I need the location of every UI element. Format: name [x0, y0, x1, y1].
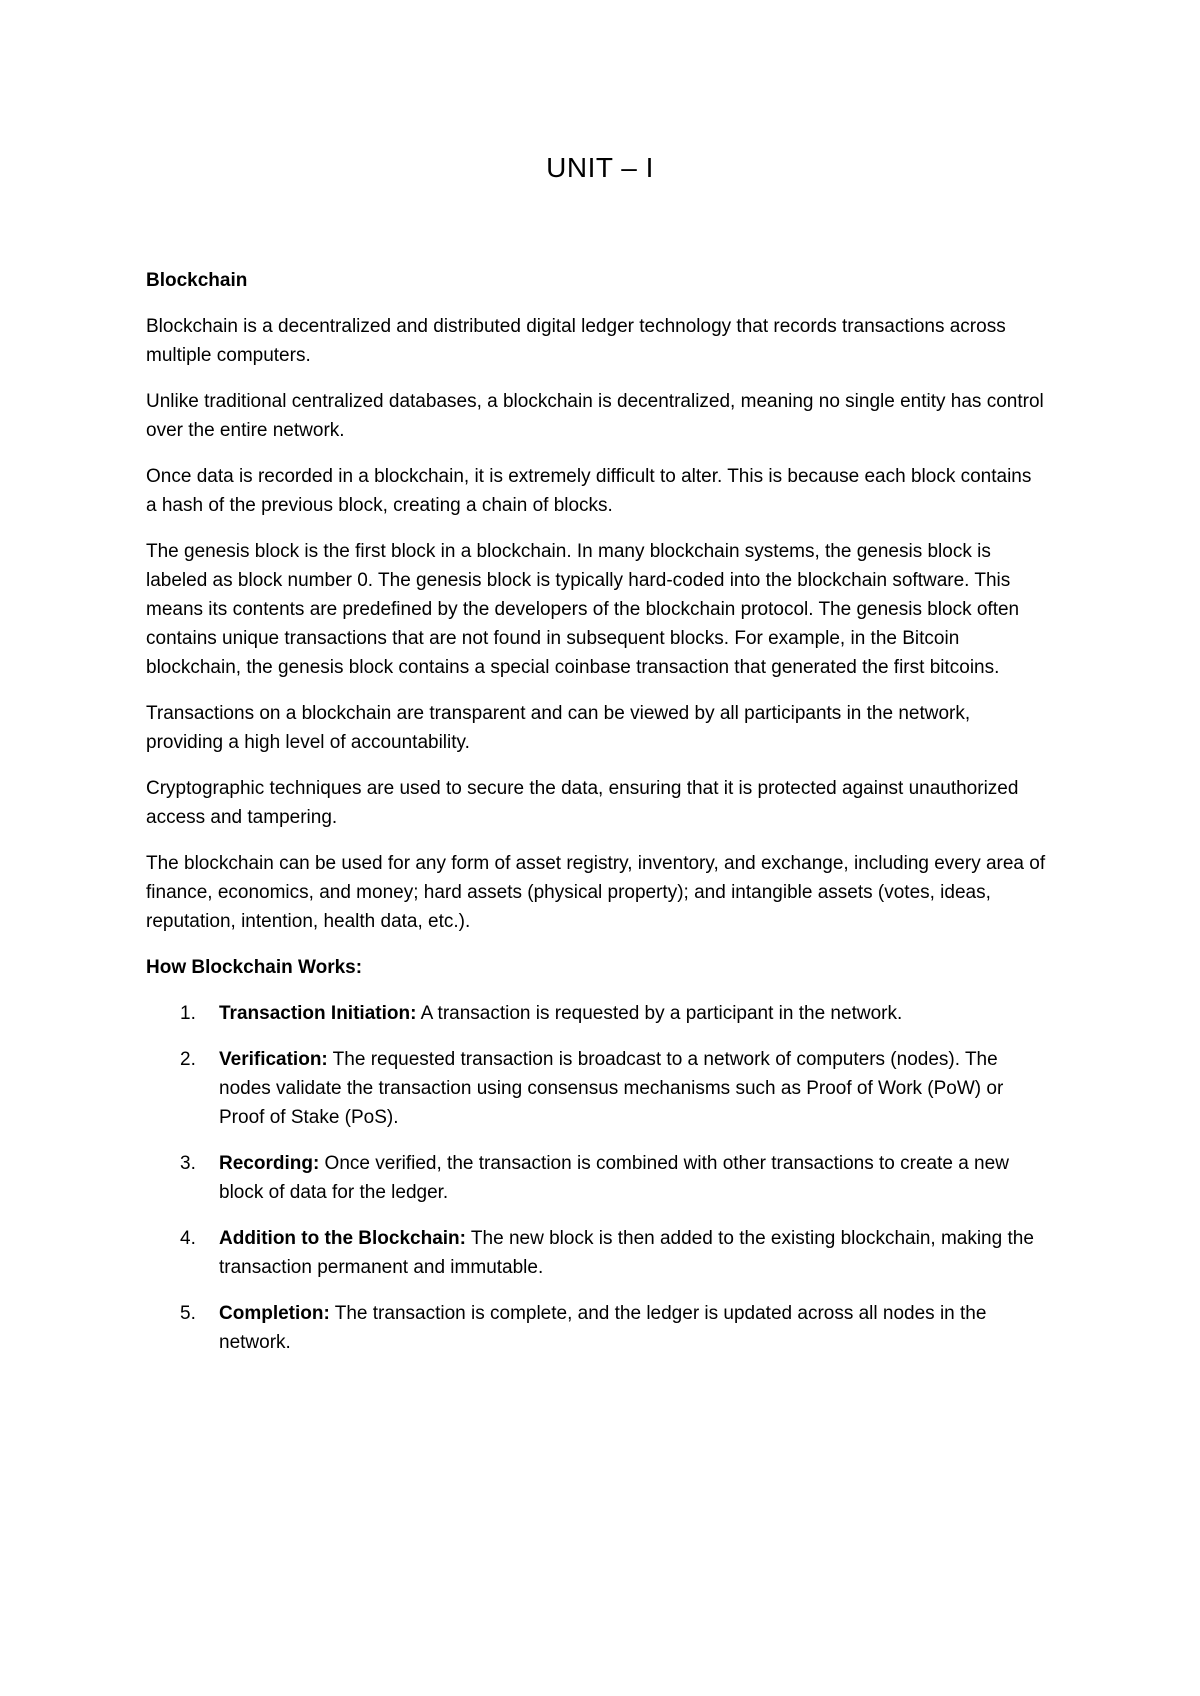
page-title: UNIT – I [546, 152, 654, 183]
list-item [146, 1224, 1046, 1282]
paragraph-cryptography: Cryptographic techniques are used to secure the data, ensuring that it is protected against unauthorized access and tampering. [146, 778, 1019, 828]
list-item [146, 1045, 1046, 1132]
list-item [146, 1149, 1046, 1207]
list-item-number: 3. [180, 1153, 196, 1174]
list-item-term: Recording: [219, 1153, 320, 1174]
list-item-text: Once verified, the transaction is combined with other transactions to create a new block of data for the ledger. [219, 1153, 1009, 1203]
how-it-works-heading: How Blockchain Works: [146, 957, 363, 978]
list-item-text: The transaction is complete, and the ledger is updated across all nodes in the network. [219, 1303, 987, 1353]
list-item-term: Transaction Initiation: [219, 1003, 417, 1024]
paragraph-use-cases: The blockchain can be used for any form of asset registry, inventory, and exchange, including every area of finance, economics, and money; hard assets (physical property); and intangible assets (votes, ideas, reputation, intention, health data, etc.). [146, 853, 1046, 932]
list-item-text: The requested transaction is broadcast to a network of computers (nodes). The nodes validate the transaction using consensus mechanisms such as Proof of Work (PoW) or Proof of Stake (PoS). [219, 1049, 1004, 1128]
paragraph-immutability: Once data is recorded in a blockchain, it is extremely difficult to alter. This is because each block contains a hash of the previous block, creating a chain of blocks. [146, 466, 1032, 516]
list-item-text: A transaction is requested by a participant in the network. [416, 1003, 903, 1024]
paragraph-transparency: Transactions on a blockchain are transparent and can be viewed by all participants in the network, providing a high level of accountability. [146, 703, 971, 753]
paragraph-decentralization: Unlike traditional centralized databases, a blockchain is decentralized, meaning no single entity has control over the entire network. [146, 391, 1044, 441]
list-item-number: 5. [180, 1303, 196, 1324]
list-item [146, 1299, 1046, 1357]
document-body [146, 266, 1046, 1374]
list-item-term: Addition to the Blockchain: [219, 1228, 466, 1249]
paragraph-definition: Blockchain is a decentralized and distributed digital ledger technology that records transactions across multiple computers. [146, 316, 1006, 366]
paragraph-genesis-block: The genesis block is the first block in a blockchain. In many blockchain systems, the genesis block is labeled as block number 0. The genesis block is typically hard-coded into the blockchain software. This means its contents are predefined by the developers of the blockchain protocol. The genesis block often contains unique transactions that are not found in subsequent blocks. For example, in the Bitcoin blockchain, the genesis block contains a special coinbase transaction that generated the first bitcoins. [146, 541, 1020, 678]
section-heading: Blockchain [146, 270, 248, 291]
list-item-number: 2. [180, 1049, 196, 1070]
list-item-term: Completion: [219, 1303, 330, 1324]
steps-list [146, 999, 1046, 1357]
list-item-number: 4. [180, 1228, 196, 1249]
list-item-number: 1. [180, 1003, 196, 1024]
list-item-term: Verification: [219, 1049, 328, 1070]
list-item-text: The new block is then added to the existing blockchain, making the transaction permanent and immutable. [219, 1228, 1034, 1278]
list-item [146, 999, 1046, 1028]
